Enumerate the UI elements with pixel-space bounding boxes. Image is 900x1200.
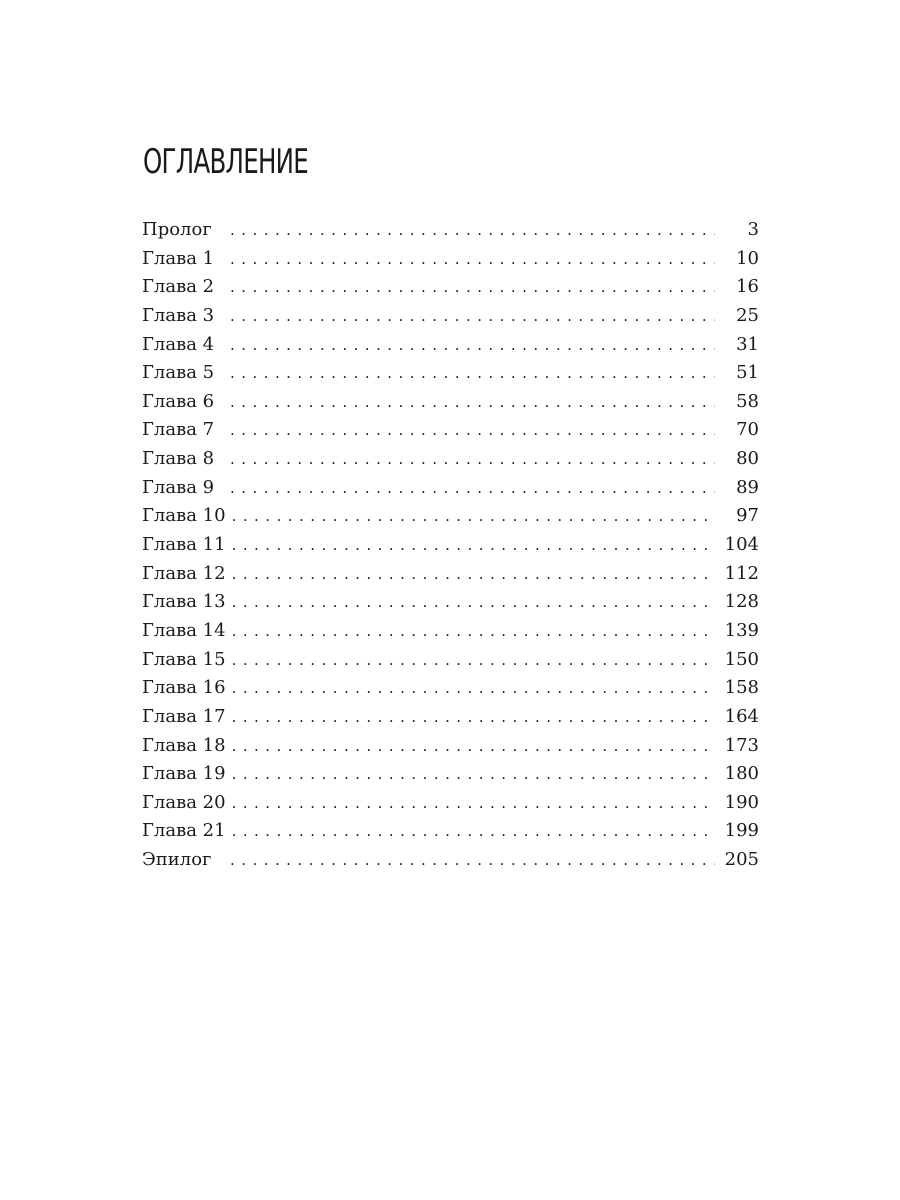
toc-entry	[142, 617, 759, 646]
toc-entry-label: Глава 16	[142, 677, 226, 699]
toc-entry-page-number: 3	[747, 219, 759, 240]
toc-entry-label: Эпилог	[142, 849, 212, 871]
toc-entry-page-number: 10	[736, 247, 759, 269]
toc-entry-label: Глава 14	[142, 619, 226, 641]
toc-entry-label: Глава 7	[142, 419, 215, 441]
toc-entry-page-number: 89	[736, 476, 759, 498]
dot-leader	[230, 846, 715, 875]
toc-entry	[142, 732, 759, 761]
toc-entry	[142, 789, 759, 818]
toc-entry-page-number: 31	[736, 333, 759, 355]
toc-entry	[142, 674, 759, 703]
dot-leader	[230, 302, 715, 331]
toc-entry	[142, 502, 759, 531]
toc-entry-label: Глава 21	[142, 820, 226, 842]
toc-entry-label: Глава 5	[142, 362, 215, 384]
toc-entry	[142, 216, 759, 245]
toc-entry-label: Глава 4	[142, 333, 215, 355]
toc-entry-label: Глава 3	[142, 304, 215, 326]
toc-entry-label: Глава 15	[142, 648, 226, 670]
toc-entry	[142, 359, 759, 388]
dot-leader	[230, 273, 715, 302]
dot-leader	[230, 245, 715, 274]
toc-entry-page-number: 139	[724, 619, 759, 641]
toc-entry	[142, 445, 759, 474]
toc-entry	[142, 703, 759, 732]
dot-leader	[232, 674, 715, 703]
toc-entry	[142, 245, 759, 274]
toc-entry	[142, 273, 759, 302]
toc-entry	[142, 331, 759, 360]
toc-entry	[142, 646, 759, 675]
dot-leader	[232, 560, 715, 589]
toc-entry-page-number: 25	[736, 304, 759, 326]
toc-entry-page-number: 16	[736, 276, 759, 298]
toc-entry	[142, 474, 759, 503]
dot-leader	[230, 216, 715, 245]
toc-entry-label: Глава 11	[142, 534, 226, 556]
toc-entry-label: Глава 2	[142, 276, 215, 298]
toc-entry-label: Глава 12	[142, 562, 226, 584]
dot-leader	[230, 416, 715, 445]
dot-leader	[230, 474, 715, 503]
dot-leader	[232, 703, 715, 732]
dot-leader	[232, 760, 715, 789]
dot-leader	[230, 331, 715, 360]
toc-entry-page-number: 70	[736, 419, 759, 441]
toc-entry-page-number: 180	[724, 763, 759, 785]
dot-leader	[232, 617, 715, 646]
toc-entry	[142, 302, 759, 331]
toc-entry-page-number: 51	[736, 362, 759, 384]
dot-leader	[230, 388, 715, 417]
toc-entry-page-number: 104	[724, 534, 759, 556]
toc-entry	[142, 531, 759, 560]
dot-leader	[232, 646, 715, 675]
toc-entry-label: Глава 18	[142, 734, 226, 756]
dot-leader	[232, 817, 715, 846]
toc-entry-label: Пролог	[142, 219, 212, 240]
page-title: ОГЛАВЛЕНИЕ	[143, 142, 309, 182]
toc-entry	[142, 846, 759, 875]
dot-leader	[230, 445, 715, 474]
toc-entry-page-number: 80	[736, 448, 759, 470]
toc-entry-page-number: 150	[724, 648, 759, 670]
toc-entry-label: Глава 1	[142, 247, 215, 269]
dot-leader	[232, 789, 715, 818]
toc-entry-page-number: 158	[724, 677, 759, 699]
toc-entry	[142, 560, 759, 589]
toc-entry-page-number: 173	[724, 734, 759, 756]
toc-entry-page-number: 199	[724, 820, 759, 842]
dot-leader	[232, 732, 715, 761]
toc-entry-label: Глава 13	[142, 591, 226, 613]
toc-entry	[142, 388, 759, 417]
toc-entry-label: Глава 8	[142, 448, 215, 470]
toc-entry-page-number: 205	[724, 849, 759, 871]
toc-entry-page-number: 112	[724, 562, 759, 584]
toc-entry-page-number: 58	[736, 390, 759, 412]
toc-entry-label: Глава 10	[142, 505, 226, 527]
toc-entry-page-number: 97	[736, 505, 759, 527]
toc-entry-page-number: 164	[724, 705, 759, 727]
toc-entry-page-number: 128	[724, 591, 759, 613]
dot-leader	[232, 502, 715, 531]
table-of-contents	[142, 216, 759, 875]
toc-entry-label: Глава 20	[142, 791, 226, 813]
dot-leader	[232, 588, 715, 617]
toc-entry	[142, 760, 759, 789]
toc-entry-page-number: 190	[724, 791, 759, 813]
toc-entry-label: Глава 19	[142, 763, 226, 785]
toc-entry-label: Глава 17	[142, 705, 226, 727]
dot-leader	[230, 359, 715, 388]
toc-entry	[142, 817, 759, 846]
toc-entry	[142, 416, 759, 445]
dot-leader	[232, 531, 715, 560]
toc-entry	[142, 588, 759, 617]
toc-entry-label: Глава 9	[142, 476, 215, 498]
toc-entry-label: Глава 6	[142, 390, 215, 412]
